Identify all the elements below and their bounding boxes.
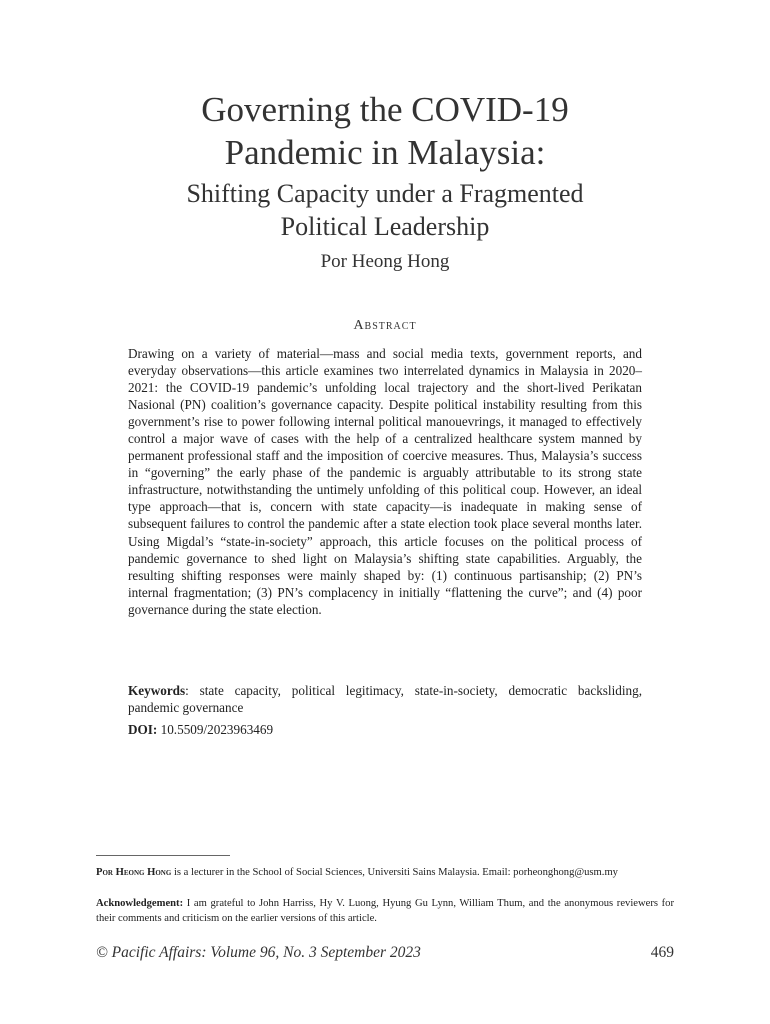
journal-footer: © Pacific Affairs: Volume 96, No. 3 September 2023 <box>96 944 421 961</box>
footnote-acknowledgement <box>96 896 674 926</box>
keywords-label: Keywords <box>128 683 186 698</box>
subtitle-line-1: Shifting Capacity under a Fragmented <box>186 179 584 208</box>
author-name: Por Heong Hong <box>320 251 450 272</box>
article-subtitle <box>0 177 770 243</box>
footnote-author-text: is a lecturer in the School of Social Sciences, Universiti Sains Malaysia. Email: porheonghong@usm.my <box>171 867 618 878</box>
doi-label: DOI: <box>128 722 158 737</box>
footnote-author-name: Por Heong Hong <box>96 867 172 878</box>
acknowledgement-text: I am grateful to John Harriss, Hy V. Luong, Hyung Gu Lynn, William Thum, and the anonymous reviewers for their comments and criticism on the earlier versions of this article. <box>96 898 674 924</box>
footnote-author <box>96 865 674 880</box>
doi-value: 10.5509/2023963469 <box>157 722 274 737</box>
acknowledgement-label: Acknowledgement: <box>96 898 184 909</box>
title-line-2: Pandemic in Malaysia: <box>224 133 546 172</box>
abstract-text: Drawing on a variety of material—mass and social media texts, government reports, and everyday observations—this article examines two interrelated dynamics in Malaysia in 2020–2021: the COVID-19 pandemic’s unfolding local trajectory and the short-lived Perikatan Nasional (PN) coalition’s governance capacity. Despite political instability resulting from this government’s rise to power following internal political manouevrings, it managed to effectively control a major wave of cases with the help of a centralized healthcare system manned by permanent professional staff and the imposition of coercive measures. Thus, Malaysia’s success in “governing” the early phase of the pandemic is arguably attributable to its strong state infrastructure, notwithstanding the untimely unfolding of this political coup. However, an ideal type approach—that is, concern with state capacity—is inadequate in making sense of subsequent failures to control the pandemic after a state election took place several months later. Using Migdal’s “state-in-society” approach, this article focuses on the political process of pandemic governance to shed light on Malaysia’s shifting state capabilities. Arguably, the resulting shifting responses were mainly shaped by: (1) continuous partisanship; (2) PN’s internal fragmentation; (3) PN’s complacency in initially “flattening the curve”; and (4) poor governance during the state election. <box>128 346 642 617</box>
article-title <box>0 88 770 174</box>
subtitle-line-2: Political Leadership <box>280 212 490 241</box>
page-number: 469 <box>650 944 674 961</box>
doi <box>128 722 642 738</box>
abstract-heading: Abstract <box>353 318 417 333</box>
keywords <box>128 682 642 716</box>
footnote-divider <box>96 855 230 856</box>
keywords-text: : state capacity, political legitimacy, state-in-society, democratic backsliding, pandemic governance <box>128 683 642 715</box>
title-line-1: Governing the COVID-19 <box>201 90 569 129</box>
